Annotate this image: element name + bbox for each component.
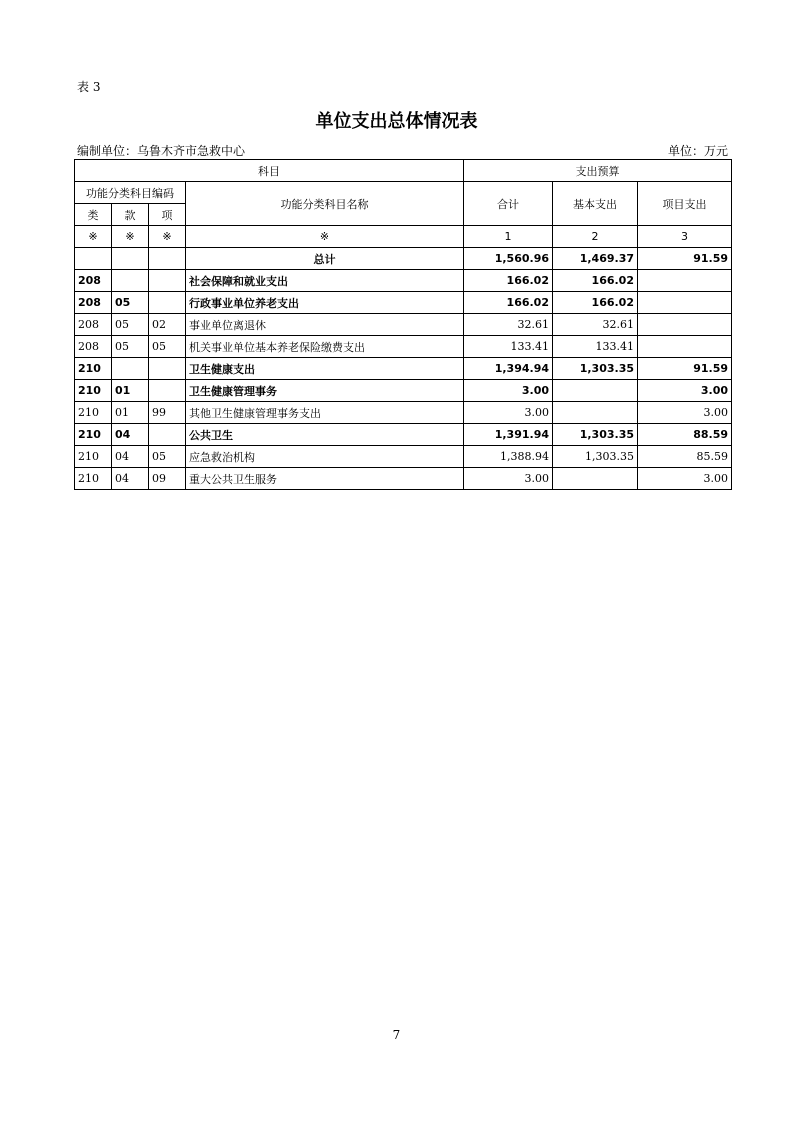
cell-total: 1,391.94 [464,424,553,446]
cell-xiang: 09 [149,468,186,490]
cell-total: 1,394.94 [464,358,553,380]
cell-xiang: 05 [149,336,186,358]
cell-kuan: 05 [112,314,149,336]
cell-project: 85.59 [638,446,732,468]
table-label: 表 3 [77,80,101,94]
table-row [75,446,732,468]
index-basic: 2 [553,226,638,248]
cell-xiang [149,358,186,380]
cell-lei: 210 [75,358,112,380]
cell-kuan: 05 [112,292,149,314]
table-row [75,468,732,490]
cell-basic [553,468,638,490]
cell-lei [75,248,112,270]
cell-total: 3.00 [464,468,553,490]
header-code-group: 功能分类科目编码 [75,182,186,204]
expenditure-table [74,159,732,490]
cell-xiang [149,380,186,402]
cell-name: 应急救治机构 [186,446,464,468]
index-project: 3 [638,226,732,248]
cell-xiang: 05 [149,446,186,468]
cell-total: 166.02 [464,270,553,292]
header-xiang: 项 [149,204,186,226]
cell-lei: 208 [75,314,112,336]
cell-lei: 210 [75,446,112,468]
table-row [75,270,732,292]
cell-kuan: 04 [112,424,149,446]
index-total: 1 [464,226,553,248]
cell-project: 91.59 [638,358,732,380]
table-row [75,358,732,380]
cell-kuan: 01 [112,402,149,424]
cell-lei: 210 [75,380,112,402]
cell-total: 133.41 [464,336,553,358]
cell-project: 91.59 [638,248,732,270]
cell-basic [553,380,638,402]
cell-kuan [112,358,149,380]
header-subject-name: 功能分类科目名称 [186,182,464,226]
cell-basic: 166.02 [553,292,638,314]
cell-name: 机关事业单位基本养老保险缴费支出 [186,336,464,358]
mark-name: ※ [186,226,464,248]
cell-name: 重大公共卫生服务 [186,468,464,490]
cell-kuan [112,248,149,270]
header-kuan: 款 [112,204,149,226]
cell-project [638,270,732,292]
cell-name: 其他卫生健康管理事务支出 [186,402,464,424]
header-project: 项目支出 [638,182,732,226]
cell-basic: 32.61 [553,314,638,336]
cell-project: 3.00 [638,468,732,490]
cell-xiang: 02 [149,314,186,336]
header-budget: 支出预算 [464,160,732,182]
cell-basic: 133.41 [553,336,638,358]
mark-kuan: ※ [112,226,149,248]
cell-name: 社会保障和就业支出 [186,270,464,292]
cell-project [638,314,732,336]
cell-total: 1,388.94 [464,446,553,468]
compiling-unit: 编制单位：乌鲁木齐市急救中心 [77,144,246,158]
table-row [75,292,732,314]
table-row [75,402,732,424]
cell-name: 行政事业单位养老支出 [186,292,464,314]
cell-lei: 208 [75,270,112,292]
cell-project [638,292,732,314]
table-row [75,248,732,270]
cell-xiang: 99 [149,402,186,424]
mark-lei: ※ [75,226,112,248]
cell-lei: 210 [75,424,112,446]
table-row [75,336,732,358]
cell-basic: 1,303.35 [553,358,638,380]
page-title: 单位支出总体情况表 [315,111,478,132]
page-number: 7 [392,1028,401,1042]
cell-basic [553,402,638,424]
cell-kuan: 04 [112,468,149,490]
cell-name: 卫生健康支出 [186,358,464,380]
cell-project: 3.00 [638,380,732,402]
cell-basic: 1,469.37 [553,248,638,270]
cell-kuan [112,270,149,292]
header-total: 合计 [464,182,553,226]
cell-name: 卫生健康管理事务 [186,380,464,402]
cell-lei: 208 [75,292,112,314]
cell-xiang [149,292,186,314]
currency-unit: 单位：万元 [668,144,729,158]
table-row [75,380,732,402]
cell-total: 32.61 [464,314,553,336]
cell-name: 事业单位离退休 [186,314,464,336]
cell-total: 1,560.96 [464,248,553,270]
cell-xiang [149,270,186,292]
mark-xiang: ※ [149,226,186,248]
cell-xiang [149,248,186,270]
cell-name: 公共卫生 [186,424,464,446]
cell-kuan: 05 [112,336,149,358]
cell-project [638,336,732,358]
cell-name: 总计 [186,248,464,270]
cell-total: 166.02 [464,292,553,314]
cell-project: 3.00 [638,402,732,424]
cell-total: 3.00 [464,380,553,402]
cell-lei: 210 [75,402,112,424]
header-basic: 基本支出 [553,182,638,226]
table-row [75,424,732,446]
table-row [75,314,732,336]
cell-project: 88.59 [638,424,732,446]
cell-xiang [149,424,186,446]
cell-total: 3.00 [464,402,553,424]
cell-basic: 1,303.35 [553,424,638,446]
cell-kuan: 01 [112,380,149,402]
cell-basic: 1,303.35 [553,446,638,468]
header-subject: 科目 [75,160,464,182]
cell-kuan: 04 [112,446,149,468]
cell-lei: 208 [75,336,112,358]
header-lei: 类 [75,204,112,226]
cell-lei: 210 [75,468,112,490]
cell-basic: 166.02 [553,270,638,292]
